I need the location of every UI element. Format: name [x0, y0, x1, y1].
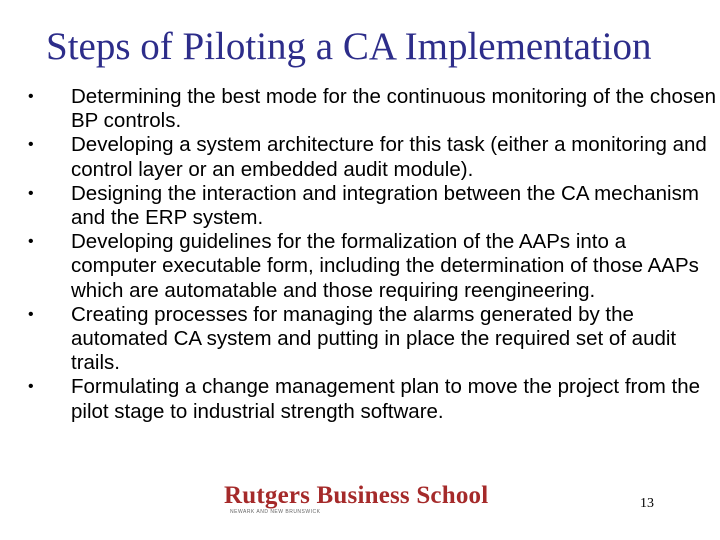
bullet-text: Developing a system architecture for this task (either a monitoring and control layer or an embedded audit module). [71, 133, 707, 181]
bullet-icon: • [28, 88, 34, 105]
logo-subtext: NEWARK AND NEW BRUNSWICK [230, 509, 321, 515]
bullet-text: Creating processes for managing the alarms generated by the automated CA system and putting in place the required set of audit trails. [71, 302, 677, 375]
bullet-list [26, 85, 716, 424]
logo-text: Rutgers Business School [224, 482, 489, 509]
bullet-icon: • [28, 378, 34, 396]
bullet-item [26, 85, 716, 133]
bullet-text: Developing guidelines for the formalization of the AAPs into a computer executable form, including the determination of those AAPs which are automatable and those requiring reengineering. [71, 230, 699, 302]
bullet-text: Determining the best mode for the continuous monitoring of the chosen BP controls. [71, 85, 716, 133]
bullet-item [26, 303, 716, 376]
bullet-item [26, 133, 716, 181]
bullet-icon: • [28, 136, 34, 154]
bullet-text: Designing the interaction and integration between the CA mechanism and the ERP system. [71, 181, 699, 230]
bullet-item [26, 182, 716, 230]
bullet-item [26, 375, 716, 423]
rutgers-logo [224, 482, 504, 518]
slide-title: Steps of Piloting a CA Implementation [46, 25, 652, 68]
bullet-icon: • [28, 184, 34, 202]
bullet-item [26, 230, 716, 303]
bullet-text: Formulating a change management plan to move the project from the pilot stage to industrial strength software. [71, 375, 701, 423]
page-number: 13 [640, 496, 654, 511]
bullet-icon: • [28, 233, 34, 251]
bullet-icon: • [28, 305, 34, 323]
